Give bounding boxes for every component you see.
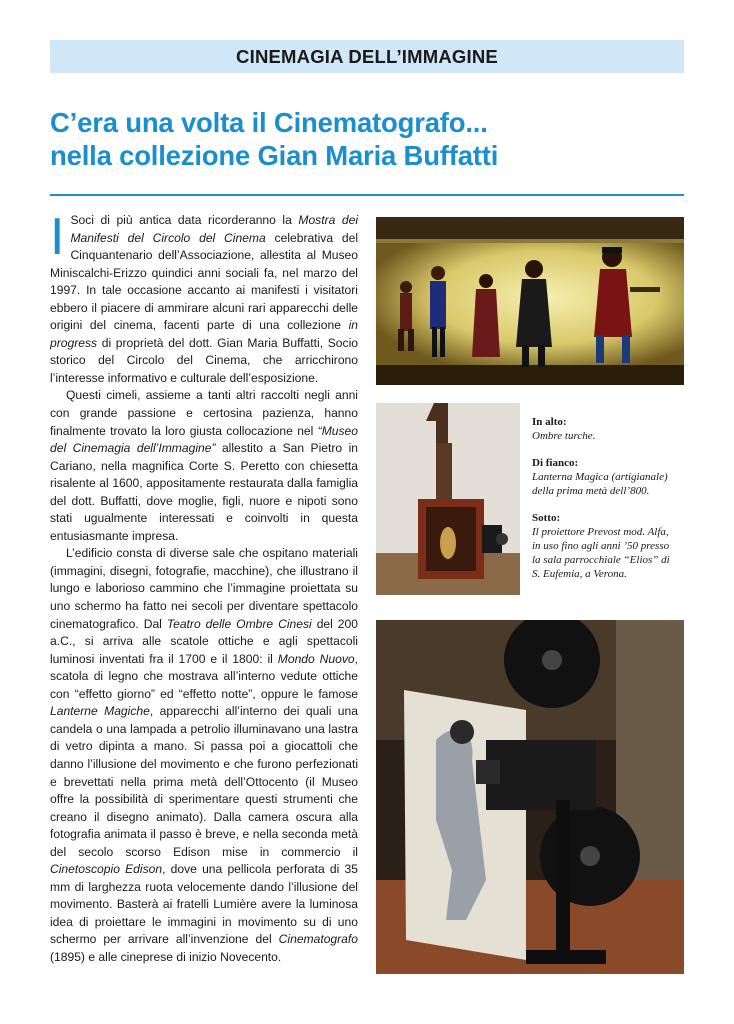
section-title: CINEMAGIA DELL’IMMAGINE [236,45,498,67]
prevost-projector-photo [376,620,684,974]
drop-cap: I [50,208,65,266]
article-paragraph-3 [50,545,358,966]
italic-text: Cinetoscopio Edison [50,862,163,877]
text-run: Soci di più antica data ricorderanno la [70,213,299,227]
text-run: , dove una pellicola perforata di 35 mm di larghezza ruota velocemente dando l’illusione del movimento. Basterà ai fratelli Lumière avere la luminosa idea di proiettare le immagini in movimento su di uno schermo per arrivare all’invenzione del [50,862,358,947]
text-run: di proprietà del dott. Gian Maria Buffatti, Socio storico del Circolo del Cinema, che arricchirono l’interesse informativo e culturale dell’esposizione. [50,335,358,385]
text-run: Questi cimeli, assieme a tanti altri raccolti negli anni con grande passione e certosina pazienza, hanno finalmente trovato la loro giusta collocazione nel [50,388,358,438]
italic-text: Mondo Nuovo [277,651,355,666]
caption-bottom [532,511,712,581]
text-run: , scatola di legno che mostrava all’interno vedute ottiche con “effetto giorno” ed “effetto notte”, oppure le famose [50,651,358,701]
caption-top [532,415,712,443]
italic-text: Teatro delle Ombre Cinesi [166,616,312,631]
article-paragraph-1 [50,208,359,387]
headline-line-2: nella collezione Gian Maria Buffatti [50,140,499,171]
text-run: L’edificio consta di diverse sale che ospitano materiali (immagini, disegni, fotografie, macchine), che illustrano il lungo e laborioso cammino che l’immagine proiettata su uno schermo ha fatto nei secoli per diventare spettacolo cinematografico. Dal [50,546,358,631]
text-run: celebrativa del Cinquantenario dell’Associazione, allestita al Museo Miniscalchi-Erizzo quindici anni sociali fa, nel marzo del 1997. In tale occasione accanto ai manifesti i visitatori ebbero il piacere di ammirare alcuni rari apparecchi delle origini del cinema, facenti parte di una collezione [50,230,359,333]
magic-lantern-photo [376,403,520,595]
headline-divider [50,194,684,196]
section-header-bar [50,40,684,73]
text-run: , apparecchi all’interno dei quali una candela o una lampada a petrolio illuminavano una lastra di vetro dipinta a mano. Si passa poi a giocattoli che danno l’illusione del movimento e che furono perfezionati e brevettati nella prima metà dell’Ottocento (il Museo offre la possibilità di sperimentare questi strumenti che creano il disegno animato). Dalla camera oscura alla fotografia animata il passo è breve, e nella seconda metà del secolo scorso Edison mise in commercio il [50,704,358,859]
text-run: (1895) e alle cineprese di inizio Novecento. [50,949,282,964]
italic-text: “Museo del Cinemagia dell’Immagine” [50,423,358,456]
caption-side [532,456,712,498]
italic-text: Mostra dei Manifesti del Circolo del Cinema [70,213,359,245]
caption-text: Ombre turche. [532,430,596,442]
article-body [50,208,359,967]
article-headline [50,106,690,172]
shadow-puppets-photo [376,217,684,385]
italic-text: in progress [50,318,358,350]
caption-text: Lanterna Magica (artigianale) della prima metà dell’800. [532,471,668,497]
caption-title: Sotto: [532,512,561,524]
italic-text: Cinematografo [278,932,358,947]
caption-title: Di fianco: [532,457,579,469]
photo-captions [532,415,712,594]
text-run: allestito a San Pietro in Cariano, nella magnifica Corte S. Peretto con chiesetta risalente al 1600, appositamente restaurata dalla famiglia del dott. Buffatti, dove moglie, figli, nuore e nipoti sono stati ugualmente interessati e coinvolti in questa entusiasmante impresa. [50,441,359,543]
text-run: del 200 a.C., si arriva alle scatole ottiche e agli spettacoli luminosi inventati fra il 1700 e il 1800: il [50,616,358,666]
caption-text: Il proiettore Prevost mod. Alfa, in uso fino agli anni ’50 presso la sala parrocchiale “Elios” di S. Eufemia, a Verona. [532,526,670,580]
caption-title: In alto: [532,416,567,428]
italic-text: Lanterne Magiche [50,704,150,719]
article-paragraph-2 [50,387,358,545]
headline-line-1: C’era una volta il Cinematografo... [50,107,488,138]
